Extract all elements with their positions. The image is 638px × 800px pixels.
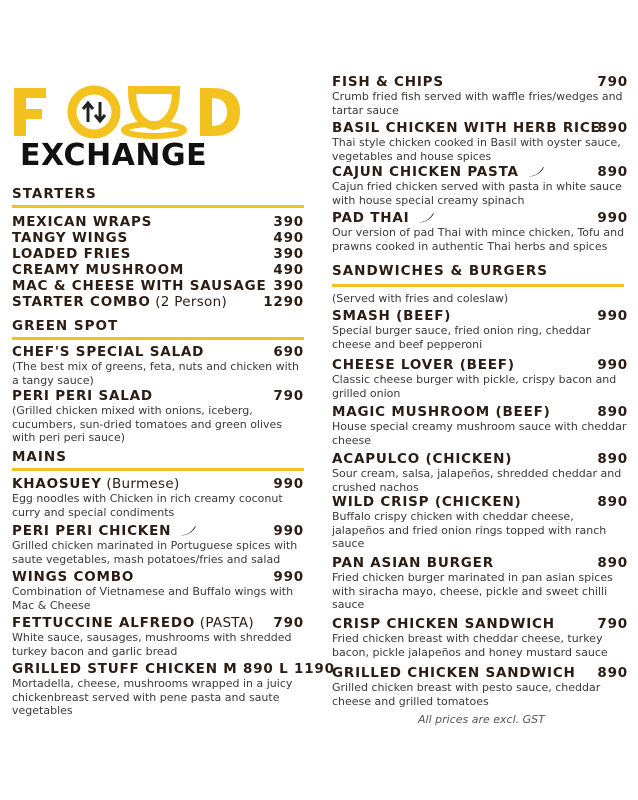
- item-price: 790: [597, 616, 628, 632]
- item-name: WILD CRISP (CHICKEN): [332, 494, 522, 510]
- menu-item: [12, 214, 304, 230]
- menu-item: [12, 523, 304, 566]
- item-price: 890: [597, 451, 628, 467]
- item-name: LOADED FRIES: [12, 246, 132, 262]
- menu-item: [332, 404, 628, 447]
- section-title-green-spot: GREEN SPOT: [12, 318, 119, 334]
- menu-item: [332, 665, 628, 708]
- item-price: 890: [597, 555, 628, 571]
- menu-item: [332, 210, 628, 253]
- section-divider: [12, 205, 304, 208]
- menu-item: [12, 344, 304, 387]
- item-description: Fried chicken burger marinated in pan asian spices with siracha mayo, cheese, pickle and sweet chilli sauce: [332, 571, 613, 611]
- item-price: 690: [273, 344, 304, 360]
- item-name: CHEESE LOVER (BEEF): [332, 357, 515, 373]
- item-description: Egg noodles with Chicken in rich creamy coconut curry and special condiments: [12, 492, 283, 519]
- restaurant-logo: [12, 82, 242, 177]
- item-description: Mortadella, cheese, mushrooms wrapped in a juicy chickenbreast served with pene pasta and saute vegetables: [12, 677, 293, 717]
- item-name: PERI PERI SALAD: [12, 388, 153, 404]
- item-subtitle: (PASTA): [195, 615, 254, 631]
- item-price: 890: [597, 120, 628, 136]
- section-title-starters: STARTERS: [12, 186, 97, 202]
- item-description: (The best mix of greens, feta, nuts and chicken with a tangy sauce): [12, 360, 299, 387]
- menu-item: [12, 262, 304, 278]
- item-description: Fried chicken breast with cheddar cheese, turkey bacon, pickle jalapeños and honey mustard sauce: [332, 632, 608, 659]
- menu-item: [12, 661, 335, 718]
- menu-item: [12, 294, 304, 310]
- item-name: TANGY WINGS: [12, 230, 128, 246]
- item-description: Our version of pad Thai with mince chicken, Tofu and prawns cooked in authentic Thai herbs and spices: [332, 226, 625, 253]
- item-price: 790: [597, 74, 628, 90]
- item-name: SMASH (BEEF): [332, 308, 452, 324]
- item-price: 1290: [263, 294, 304, 310]
- menu-item: [332, 494, 628, 551]
- item-price: 890: [597, 164, 628, 180]
- menu-item: [332, 357, 628, 400]
- menu-item: [332, 164, 628, 207]
- item-name: GRILLED CHICKEN SANDWICH: [332, 665, 576, 681]
- item-price: 390: [273, 246, 304, 262]
- menu-item: [332, 74, 628, 117]
- item-name: CAJUN CHICKEN PASTA: [332, 164, 628, 180]
- menu-item: [332, 451, 628, 494]
- item-name: GRILLED STUFF CHICKEN M 890 L 1190: [12, 661, 335, 677]
- item-description: Classic cheese burger with pickle, crispy bacon and grilled onion: [332, 373, 617, 400]
- item-name: PAN ASIAN BURGER: [332, 555, 494, 571]
- section-title-mains: MAINS: [12, 449, 67, 465]
- item-price: 790: [273, 615, 304, 631]
- item-description: Buffalo crispy chicken with cheddar cheese, jalapeños and fried onion rings topped with ranch sauce: [332, 510, 607, 550]
- item-price: 990: [597, 308, 628, 324]
- item-name: CREAMY MUSHROOM: [12, 262, 185, 278]
- menu-item: [12, 278, 304, 294]
- item-price: 490: [273, 230, 304, 246]
- item-name: STARTER COMBO (2 Person): [12, 294, 228, 310]
- menu-item: [12, 476, 304, 519]
- item-name: KHAOSUEY (Burmese): [12, 476, 180, 492]
- item-price: 790: [273, 388, 304, 404]
- item-price: 990: [597, 210, 628, 226]
- item-price: 990: [597, 357, 628, 373]
- section-divider: [332, 284, 624, 287]
- item-price: 390: [273, 278, 304, 294]
- menu-item: [12, 388, 304, 445]
- item-name: MAGIC MUSHROOM (BEEF): [332, 404, 551, 420]
- item-name: CRISP CHICKEN SANDWICH: [332, 616, 555, 632]
- section-note: (Served with fries and coleslaw): [332, 292, 509, 305]
- menu-item: [12, 246, 304, 262]
- item-description: Special burger sauce, fried onion ring, cheddar cheese and beef pepperoni: [332, 324, 591, 351]
- food-wordmark: [12, 82, 242, 140]
- item-description: Grilled chicken breast with pesto sauce, cheddar cheese and grilled tomatoes: [332, 681, 601, 708]
- item-description: White sauce, sausages, mushrooms with shredded turkey bacon and garlic bread: [12, 631, 292, 658]
- item-subtitle: (2 Person): [150, 294, 228, 310]
- item-description: Crumb fried fish served with waffle fries/wedges and tartar sauce: [332, 90, 623, 117]
- item-price: 490: [273, 262, 304, 278]
- item-price: 390: [273, 214, 304, 230]
- menu-item: [332, 120, 628, 163]
- item-description: House special creamy mushroom sauce with cheddar cheese: [332, 420, 627, 447]
- menu-item: [332, 555, 628, 612]
- section-divider: [12, 337, 304, 340]
- item-price: 990: [273, 476, 304, 492]
- item-description: Grilled chicken marinated in Portuguese spices with saute vegetables, mash potatoes/fries and salad: [12, 539, 298, 566]
- menu-item: [332, 616, 628, 659]
- item-description: (Grilled chicken mixed with onions, iceberg, cucumbers, sun-dried tomatoes and green olives with peri peri sauce): [12, 404, 283, 444]
- item-price: 890: [597, 494, 628, 510]
- item-description: Combination of Vietnamese and Buffalo wings with Mac & Cheese: [12, 585, 294, 612]
- section-divider: [12, 468, 304, 471]
- chili-icon: [179, 525, 197, 537]
- menu-item: [12, 230, 304, 246]
- item-name: ACAPULCO (CHICKEN): [332, 451, 513, 467]
- item-subtitle: (Burmese): [101, 476, 180, 492]
- item-name: BASIL CHICKEN WITH HERB RICE: [332, 120, 601, 136]
- item-price: 990: [273, 523, 304, 539]
- item-description: Thai style chicken cooked in Basil with oyster sauce, vegetables and house spices: [332, 136, 621, 163]
- chili-icon: [417, 212, 435, 224]
- chili-icon: [527, 166, 545, 178]
- section-title-sandwiches: SANDWICHES & BURGERS: [332, 263, 548, 279]
- menu-item: [12, 615, 304, 658]
- item-description: Cajun fried chicken served with pasta in white sauce with house special creamy spinach: [332, 180, 622, 207]
- item-name: PAD THAI: [332, 210, 628, 226]
- item-price: 890: [597, 665, 628, 681]
- item-price: 990: [273, 569, 304, 585]
- item-name: PERI PERI CHICKEN: [12, 523, 304, 539]
- item-name: CHEF'S SPECIAL SALAD: [12, 344, 205, 360]
- menu-item: [332, 308, 628, 351]
- item-description: Sour cream, salsa, jalapeños, shredded cheddar and crushed nachos: [332, 467, 622, 494]
- item-name: FISH & CHIPS: [332, 74, 444, 90]
- logo-exchange-text: EXCHANGE: [20, 138, 208, 173]
- price-disclaimer: All prices are excl. GST: [418, 713, 545, 726]
- item-name: WINGS COMBO: [12, 569, 135, 585]
- item-name: MEXICAN WRAPS: [12, 214, 153, 230]
- item-price: 890: [597, 404, 628, 420]
- item-name: FETTUCCINE ALFREDO (PASTA): [12, 615, 254, 631]
- item-name: MAC & CHEESE WITH SAUSAGE: [12, 278, 267, 294]
- menu-item: [12, 569, 304, 612]
